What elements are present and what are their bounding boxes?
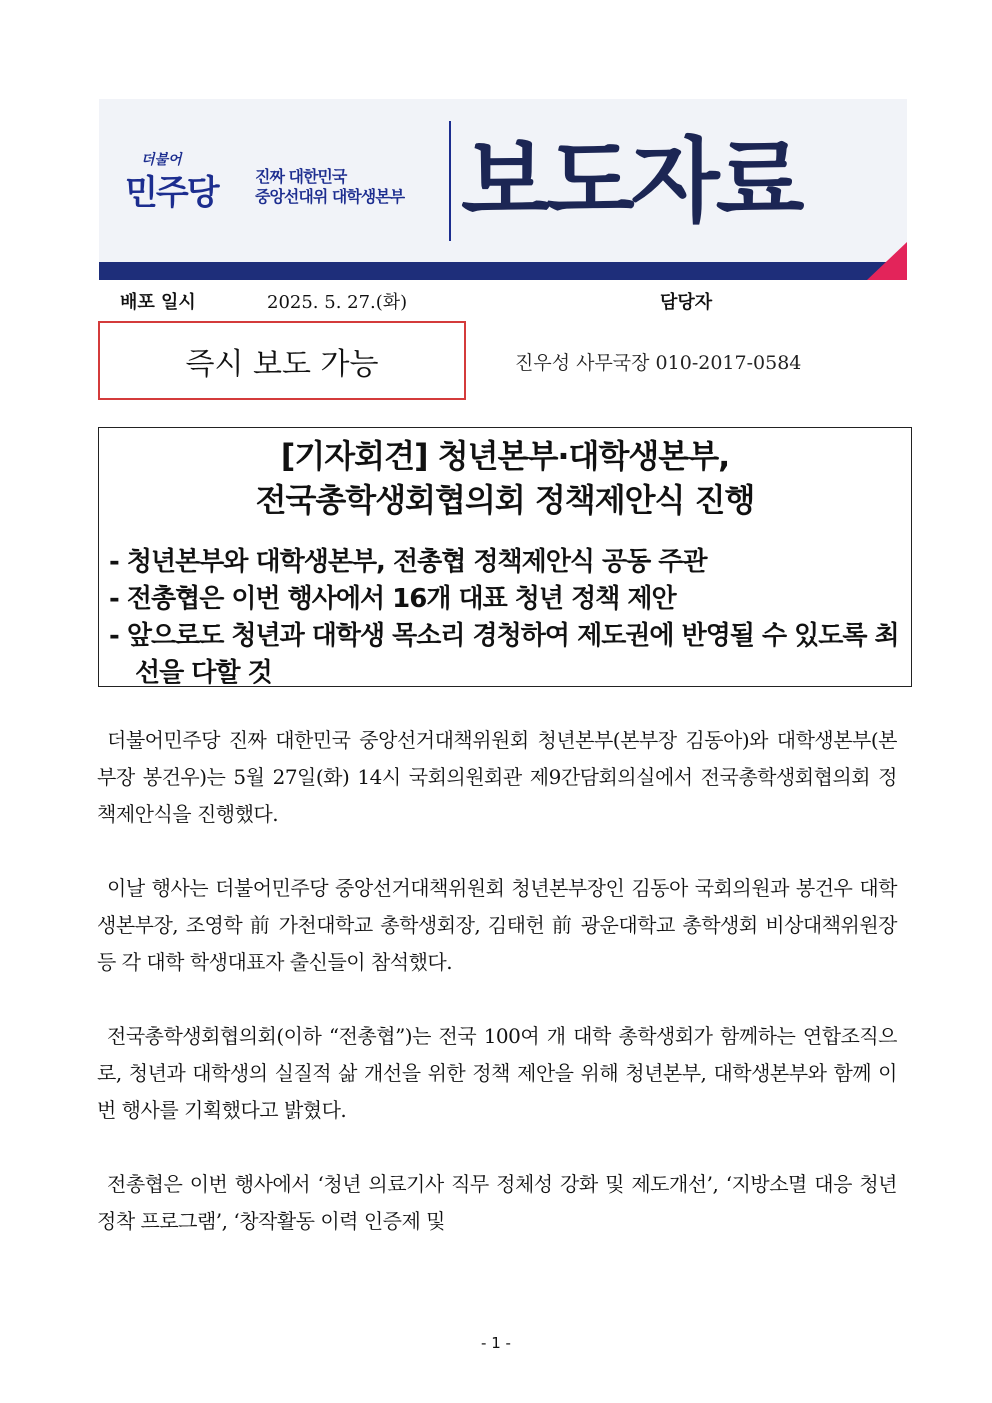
logo-subtitle-line1: 진짜 대한민국 [255, 167, 347, 186]
logo-small-text: 더불어 [141, 152, 182, 168]
party-logo: 민주당 [125, 173, 218, 213]
distribution-date: 2025. 5. 27.(화) [267, 292, 408, 313]
embargo-notice: 즉시 보도 가능 [98, 321, 466, 400]
paragraph: 더불어민주당 진짜 대한민국 중앙선거대책위원회 청년본부(본부장 김동아)와 대학생본부(본부장 봉건우)는 5월 27일(화) 14시 국회의원회관 제9간담회의실에서 전국총학생회협의회 정책제안식을 진행했다. [97, 728, 897, 826]
summary-bullet: - 전총협은 이번 행사에서 16개 대표 청년 정책 제안 [109, 584, 676, 614]
headline-box [98, 427, 912, 687]
contact-label: 담당자 [660, 292, 713, 313]
press-release-title: 보도자료 [461, 128, 801, 235]
paragraph: 이날 행사는 더불어민주당 중앙선거대책위원회 청년본부장인 김동아 국회의원과 봉건우 대학생본부장, 조영학 前 가천대학교 총학생회장, 김태헌 前 광운대학교 총학생회 비상대책위원장 등 각 대학 학생대표자 출신들이 참석했다. [97, 876, 897, 974]
banner-divider [449, 121, 451, 241]
logo-subtitle [255, 167, 404, 207]
summary-bullet: - 청년본부와 대학생본부, 전총협 정책제안식 공동 주관 [109, 547, 707, 577]
summary-bullets [109, 544, 904, 692]
paragraph: 전총협은 이번 행사에서 ‘청년 의료기사 직무 정체성 강화 및 제도개선’, ‘지방소멸 대응 청년 정착 프로그램’, ‘창작활동 이력 인증제 및 [97, 1172, 897, 1233]
page-number: - 1 - [481, 1334, 511, 1352]
logo-subtitle-line2: 중앙선대위 대학생본부 [255, 187, 405, 206]
body-text [97, 722, 897, 1277]
headline-line2: 전국총학생회협의회 정책제안식 진행 [255, 481, 755, 519]
banner-corner-accent [867, 242, 907, 280]
press-banner [99, 99, 907, 280]
paragraph: 전국총학생회협의회(이하 “전총협”)는 전국 100여 개 대학 총학생회가 함께하는 연합조직으로, 청년과 대학생의 실질적 삶 개선을 위한 정책 제안을 위해 청년본부, 대학생본부와 함께 이번 행사를 기획했다고 밝혔다. [97, 1024, 897, 1122]
banner-stripe [99, 262, 907, 280]
headline-line1: [기자회견] 청년본부·대학생본부, [280, 437, 730, 475]
distribution-date-label: 배포 일시 [120, 292, 196, 313]
summary-bullet: - 앞으로도 청년과 대학생 목소리 경청하여 제도권에 반영될 수 있도록 최선을 다할 것 [109, 621, 899, 688]
headline [99, 434, 911, 522]
contact-info: 진우성 사무국장 010-2017-0584 [515, 352, 802, 374]
